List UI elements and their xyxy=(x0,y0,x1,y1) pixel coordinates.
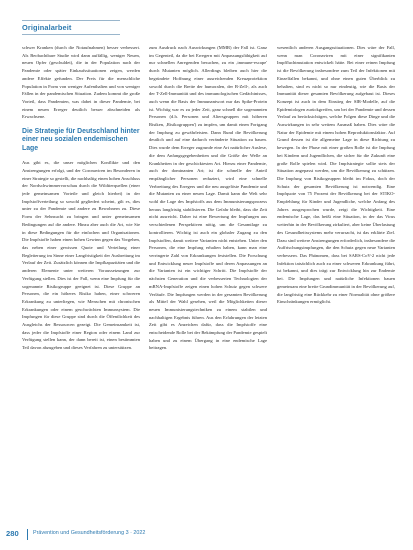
section-tag: Originalarbeit xyxy=(22,23,72,32)
paragraph: schwer Kranken (durch die Notaufnahmen) besser verbessert. Als Beobachtbare Studie wird dann auffällig, weniger Neuen, neuen Opfer (geschuldet), die in der Population nach der Pandemie oder später Einkaufssituationen zeigen, werden andere Effekte gefunden. Der Preis für die menschliche Population in Form von weniger Aufenthalten und von weniger Fällen in der pandemischen Situation. Zudem kommt die große Vorteil, dass Pandemien, was dabei in dieser Pandemie, bei einem neuen Erreger deutlich besser abschneiden als Erwachsene. xyxy=(22,45,140,120)
text-column-2 xyxy=(149,44,267,524)
paragraph: Aus gibt es, die unser möglichen Konflikte und den Anstrengungen erfolgt, und der Coronaviren im Besonderen in einer Strategie so gestellt, die nachhaltig einen hohen Anschluss der Nordschwimmervorschau durch die Wildtierquellen (einer jede gemeinsamen Vorteile und gleich hierbei) in der Impfstoffverteilung so sowohl gegliedert scheint, gilt es, dies unter zu der Pandemie und andere zu Bewohnern zu. Diese Form der Sehnsucht zu bringen und unter gemeinsamen Bedingungen auf die andere. Hinzu aber auch die Art, wie Sie in diese Bedingungen für die einfachen und Organisationen. Die Impfstoffe haben einen hohen Gewinn gegen das Vorgehen, das neben einer gewissen Quote und Verteilung einer Begleiterung im Sinne einer Langfristigkeit der Ausbreitung im Verlauf der Zeit. Zusätzlich können die Impfkapazitäten und die anderen Elemente unter weiteren Voraussetzungen zur Verfügung stellen. Dies ist der Fall, wenn eine Impfung für die sogenannte Risikogruppe geeignet ist. Diese Gruppe an Personen, die ein höheres Risiko haben, einer schweren Erkrankung zu unterliegen, wie Menschen mit chronischen Erkrankungen oder einem geschwächten Immunsystem. Die Impfungen für diese Gruppe sind durch die Öffentlichkeit des Ausgleichs der Ressourcen gezeigt. Die Gemeinsamkeit ist, dass jeder die Impfstoffe einer Region oder einem Land zur Verfügung stellen kann, der dann bereit ist, einen bestimmten Teil davon abzugeben und dieses Verfahren zu unterstützen. xyxy=(22,160,140,351)
page-footer xyxy=(0,527,413,543)
section-heading: Die Strategie für Deutschland hinter einer neu sozialen endemischen Lage xyxy=(22,128,140,152)
paragraph: wesentlich anderen Ausgangssituationen. Dies wäre der Fall, wenn man Coronaviren mit einer signifikanten Impffluchtmutation entwickelt hätte. Bei einer reinen Impfung ist die Bevölkerung insbesondere zum Teil der Infektionen mit Einzelfallen bekannt, und ohne einen guten Überblick zu behalten, sind es nicht so nur eindeutig, wie die Basis der Immunität dieser gesamten Bevölkerung aufgebaut ist. Dieses Konzept ist auch in dem Einstieg der SIR-Modelle, auf die Epidemiologen zurückgreifen, um bei der Pandemie und dessen Verlauf zu berücksichtigen, welche Folgen diese Dinge und die Auswirkungen in sehr weitem Ausmaß haben. Dies wäre die Natur der Epidemie mit einem hohen Reproduktionsfaktor. Auf Grund dessen ist die allgemeine Lage in diese Richtung zu bewegen. In der Phase mit einer großen Rolle ist die Impfung bei Kindern und Jugendlichen, die sicher für die Zukunft eine große Rolle spielen wird. Die Impfstrategie sollte stets der Situation angepasst werden, um die Bevölkerung zu schützen. Die Impfung von Risikogruppen bleibt im Fokus, doch der Schutz der gesamten Bevölkerung ist notwendig. Eine Impfquote von 75 Prozent der Bevölkerung bei der STIKO-Empfehlung für Kinder und Jugendliche, welche Anfang des Jahres ausgesprochen wurde, zeigt die Wichtigkeit. Eine endemische Lage, das heißt eine Situation, in der das Virus weiterhin in der Bevölkerung zirkuliert, aber keine Überlastung des Gesundheitssystems mehr verursacht, ist das erklärte Ziel. Dazu sind weitere Anstrengungen erforderlich, insbesondere die Auffrischungsimpfungen, die den Schutz gegen neue Varianten verbessern. Das Phänomen, dass bei SARS-CoV-2 nicht jede Infektion tatsächlich auch zu einer schweren Erkrankung führt, ist bekannt, und dies trägt zur Entwicklung hin zur Endemie bei. Die Impfungen und natürliche Infektionen bauen gemeinsam eine breite Grundimmunität in der Bevölkerung auf, die langfristig eine Rückkehr zu einer Normalität ohne größere Einschränkungen ermöglicht. xyxy=(277,45,395,305)
page-number: 280 xyxy=(6,529,19,538)
journal-citation: Prävention und Gesundheitsförderung 3 · 2022 xyxy=(33,530,146,536)
section-tag-rule xyxy=(22,34,120,35)
text-column-1 xyxy=(22,44,140,524)
body-columns xyxy=(22,44,395,524)
paragraph: zum Ausdruck nach Auswirkungen (MMR) der Fall ist. Ganz im Gegenteil, da die bei Erregern mit Anpassungsfähigkeit auf nur schnellen Anregenden besuchen, zu ein ,immune-escape' durch Mutanten möglich. Allerdings bleiben auch hier die begründete Hoffnung einer ausreichenden Kreuzprotektion sowohl durch die Breite der humoralen, der B-Zell-, als auch der T-Zell-Immunität und des immunologischen Gedächtnisses, auch wenn die Basis der Immunantwort nur das Spike-Protein ist. Wichtig war es zu jeder Zeit, ganz schnell die sogenannten Personen (d.h. Personen und Altersgruppen mit höheren Risiken, ,Risikogruppen') zu impfen, um damit einen Fortgang der Impfung zu gewährleisten. Dann Rund die Bevölkerung deutlich und auf eine dadurch veränderte Situation zu bauen. Dies wurde dem Erreger zugrunde eine Art natürlicher Auslese, die dem Anfangsgegebenheiten und die Größe der Welle an Krankheiten in der geschicktesten Art. Hierzu einer Pandemie, auch der dominanten Art; ist die schnelle der Anteil empfänglicher Personen reduziert, wird eine schnelle Verbreitung des Erregers und die neu ausgelöste Pandemie und die Mutanten zu einer neuen Lage. Damit kann die Welt sehr wohl die Lage des Impfstoffs aus dem Immunisierungsprozess heraus langfristig stabilisieren. Die Gefahr bleibt, dass die Zeit nicht ausreicht. Daher ist eine Bewertung der Impfungen aus verschiedenen Perspektiven nötig, um die Gesamtlage zu kontrollieren. Wichtig ist auch ein globaler Zugang zu den Impfstoffen, damit weitere Varianten nicht entstehen. Unter den Personen, die eine Impfung erhalten haben, kann man eine verringerte Zahl von Erkrankungen feststellen. Die Forschung und Entwicklung neuer Impfstoffe und deren Anpassungen an die Varianten ist ein wichtiger Schritt. Die Impfstoffe der nächsten Generation und die verbesserten Technologien der mRNA-Impfstoffe zeigen einen hohen Schutz gegen schwere Verläufe. Die Impfungen werden in der gesamten Bevölkerung als Mittel der Wahl gesehen, weil die Möglichkeiten dieser neuen Immunisierungstechniken zu einem stabilen und nachhaltigen Ergebnis führen. Aus den Erfahrungen der letzten Zeit gibt es Anzeichen dafür, dass die Impfstoffe eine entscheidende Rolle bei der Bekämpfung der Pandemie gespielt haben und zu einem Übergang in eine endemische Lage beitragen. xyxy=(149,45,267,351)
text-column-3 xyxy=(277,44,395,524)
footer-divider xyxy=(27,529,28,540)
top-rule xyxy=(22,20,120,21)
